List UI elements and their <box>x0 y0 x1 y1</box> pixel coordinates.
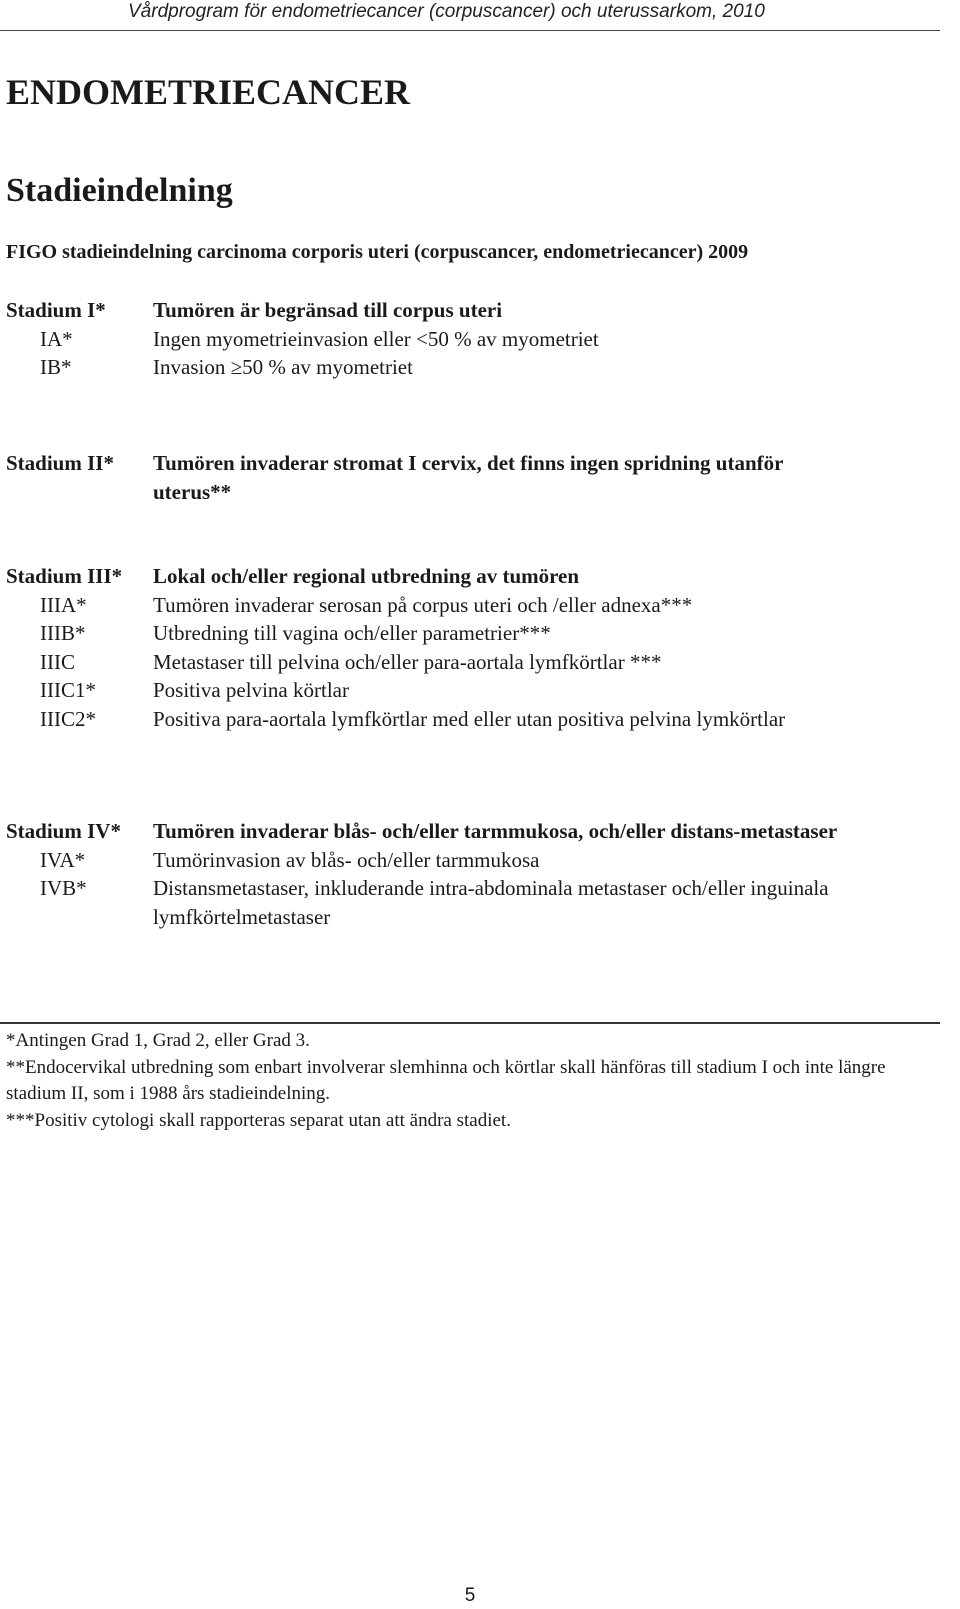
table-caption: FIGO stadieindelning carcinoma corporis uteri (corpuscancer, endometriecancer) 2009 <box>6 241 749 263</box>
stage-group-3 <box>0 562 940 733</box>
substage-description: Utbredning till vagina och/eller parametrier*** <box>153 621 551 645</box>
substage-code: IVB* <box>40 876 87 900</box>
document-title: ENDOMETRIECANCER <box>6 72 411 112</box>
substage-code: IIIA* <box>40 592 87 617</box>
substage-code: IIIC <box>40 649 75 674</box>
stage-row <box>0 296 940 325</box>
stage-row <box>0 449 940 506</box>
stage-code: Stadium I* <box>6 298 106 322</box>
substage-row <box>0 648 940 677</box>
substage-description: Distansmetastaser, inkluderande intra-abdominala metastaser och/eller inguinala lymfkörtelmetastaser <box>153 876 829 929</box>
substage-code: IIIC2* <box>40 706 96 731</box>
header-divider <box>0 30 940 31</box>
substage-row <box>0 705 940 734</box>
stage-description: Tumören invaderar blås- och/eller tarmmukosa, och/eller distans-metastaser <box>153 819 838 843</box>
footnotes <box>6 1028 936 1134</box>
substage-description: Metastaser till pelvina och/eller para-aortala lymfkörtlar *** <box>153 649 662 674</box>
stage-description: Tumören är begränsad till corpus uteri <box>153 298 503 322</box>
substage-row <box>0 676 940 705</box>
stage-description: Lokal och/eller regional utbredning av tumören <box>153 564 580 588</box>
stage-code: Stadium II* <box>6 451 114 475</box>
stage-group-4 <box>0 817 940 931</box>
footnote: *Antingen Grad 1, Grad 2, eller Grad 3. <box>6 1030 310 1051</box>
running-header: Vårdprogram för endometriecancer (corpuscancer) och uterussarkom, 2010 <box>128 1 765 22</box>
substage-row <box>0 591 940 620</box>
stage-group-2 <box>0 449 940 506</box>
substage-row <box>0 874 940 931</box>
substage-description: Positiva para-aortala lymfkörtlar med eller utan positiva pelvina lymkörtlar <box>153 706 786 731</box>
substage-description: Invasion ≥50 % av myometriet <box>153 355 413 379</box>
substage-row <box>0 325 940 354</box>
footnote: ***Positiv cytologi skall rapporteras separat utan att ändra stadiet. <box>6 1109 511 1131</box>
substage-code: IB* <box>40 355 72 379</box>
section-heading: Stadieindelning <box>6 172 233 209</box>
substage-description: Positiva pelvina körtlar <box>153 678 349 702</box>
substage-row <box>0 353 940 382</box>
stage-group-1 <box>0 296 940 382</box>
stage-row <box>0 817 940 846</box>
stage-code: Stadium IV* <box>6 819 121 843</box>
substage-code: IIIB* <box>40 621 86 645</box>
substage-code: IIIC1* <box>40 678 96 702</box>
substage-code: IA* <box>40 326 73 351</box>
footnote: **Endocervikal utbredning som enbart involverar slemhinna och körtlar skall hänföras till stadium I och inte längre stadium II, som i 1988 års stadieindelning. <box>6 1056 886 1104</box>
substage-description: Tumörinvasion av blås- och/eller tarmmukosa <box>153 847 540 872</box>
stage-code: Stadium III* <box>6 564 123 588</box>
footnote-divider <box>0 1022 940 1024</box>
substage-row <box>0 846 940 875</box>
stage-description: Tumören invaderar stromat I cervix, det finns ingen spridning utanför uterus** <box>153 451 784 504</box>
page-number: 5 <box>464 1585 476 1606</box>
substage-description: Ingen myometrieinvasion eller <50 % av myometriet <box>153 326 599 351</box>
substage-row <box>0 619 940 648</box>
substage-description: Tumören invaderar serosan på corpus uteri och /eller adnexa*** <box>153 592 693 617</box>
stage-row <box>0 562 940 591</box>
substage-code: IVA* <box>40 847 86 872</box>
